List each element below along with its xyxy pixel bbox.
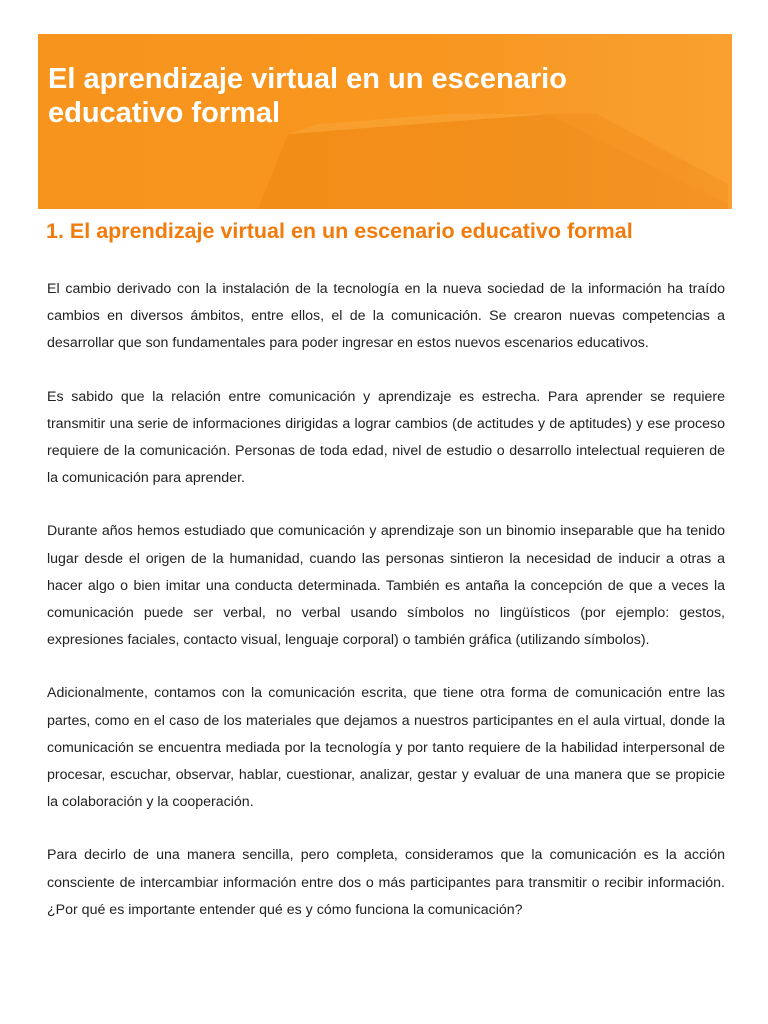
- paragraph: Adicionalmente, contamos con la comunicación escrita, que tiene otra forma de comunicación entre las partes, como en el caso de los materiales que dejamos a nuestros participantes en el aula virtual, donde la comunicación se encuentra mediada por la tecnología y por tanto requiere de la habilidad interpersonal de procesar, escuchar, observar, hablar, cuestionar, analizar, gestar y evaluar de una manera que se propicie la colaboración y la cooperación.: [47, 685, 725, 811]
- header-banner: [38, 34, 732, 209]
- paragraph: Para decirlo de una manera sencilla, pero completa, consideramos que la comunicación es la acción consciente de intercambiar información entre dos o más participantes para transmitir o recibir información. ¿Por qué es importante entender qué es y cómo funciona la comunicación?: [47, 847, 725, 918]
- section-heading: 1. El aprendizaje virtual en un escenario educativo formal: [46, 219, 633, 243]
- body-content: [47, 276, 725, 950]
- paragraph: Es sabido que la relación entre comunicación y aprendizaje es estrecha. Para aprender se requiere transmitir una serie de informaciones dirigidas a lograr cambios (de actitudes y de aptitudes) y ese proceso requiere de la comunicación. Personas de toda edad, nivel de estudio o desarrollo intelectual requieren de la comunicación para aprender.: [47, 388, 725, 487]
- page-title: El aprendizaje virtual en un escenario educativo formal: [48, 63, 567, 129]
- paragraph: Durante años hemos estudiado que comunicación y aprendizaje son un binomio inseparable que ha tenido lugar desde el origen de la humanidad, cuando las personas sintieron la necesidad de inducir a otras a hacer algo o bien imitar una conducta determinada. También es antaña la concepción de que a veces la comunicación puede ser verbal, no verbal usando símbolos no lingüísticos (por ejemplo: gestos, expresiones faciales, contacto visual, lenguaje corporal) o también gráfica (utilizando símbolos).: [47, 523, 725, 649]
- paragraph: El cambio derivado con la instalación de la tecnología en la nueva sociedad de la información ha traído cambios en diversos ámbitos, entre ellos, el de la comunicación. Se crearon nuevas competencias a desarrollar que son fundamentales para poder ingresar en estos nuevos escenarios educativos.: [47, 281, 725, 352]
